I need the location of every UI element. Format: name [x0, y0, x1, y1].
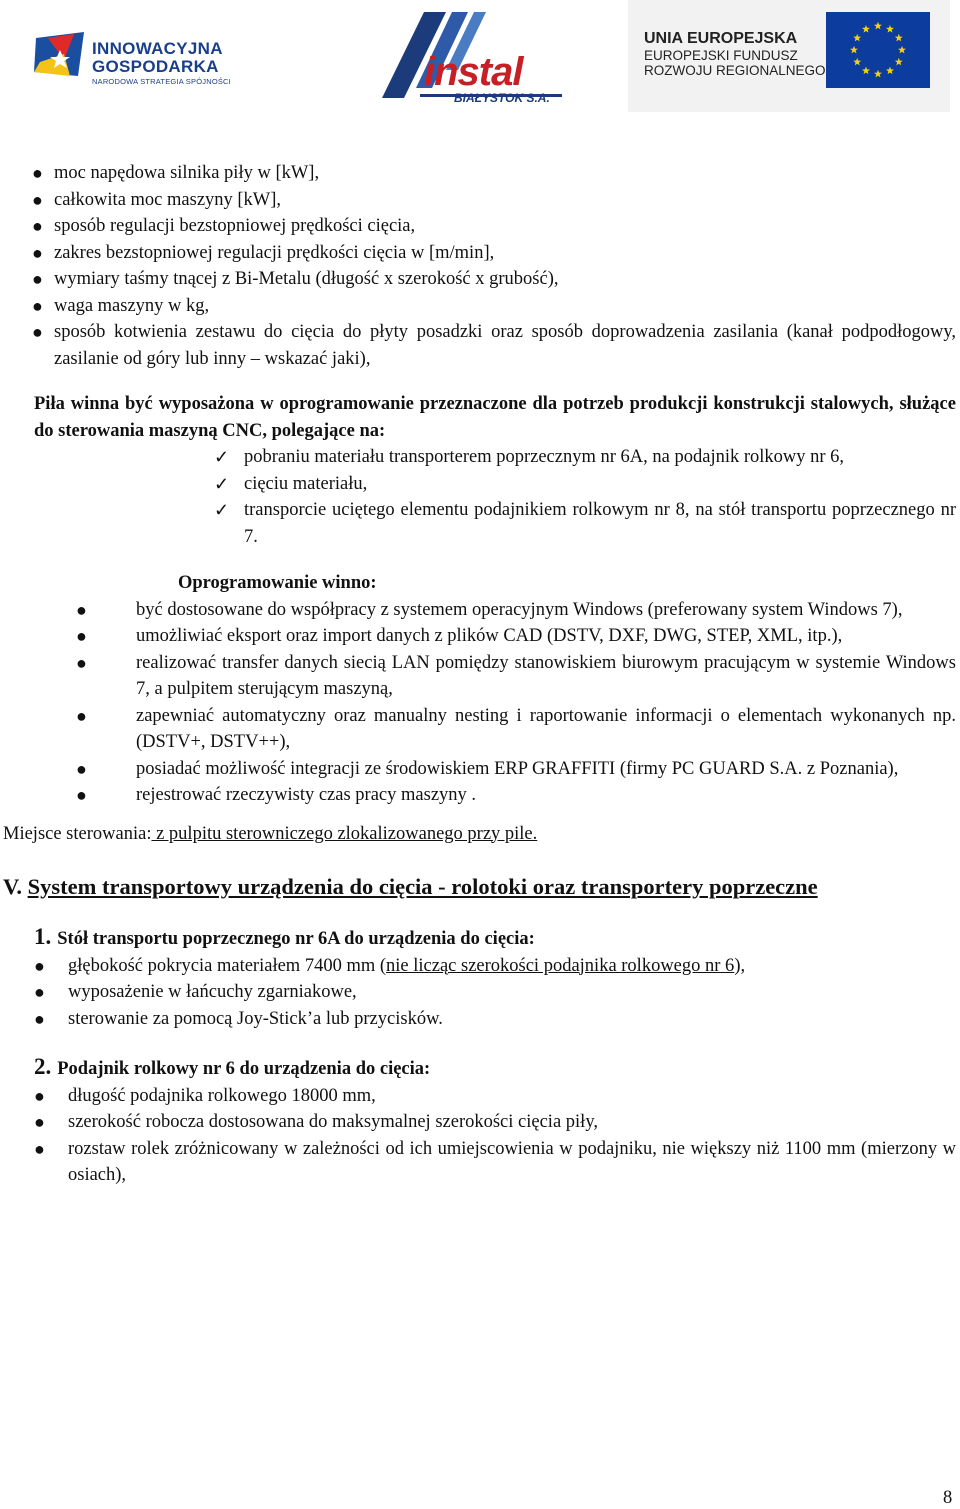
eu-flag-icon — [826, 12, 930, 88]
software-requirement-paragraph: Piła winna być wyposażona w oprogramowanie przeznaczone dla potrzeb produkcji konstrukcji stalowych, służące do sterowania maszyną CNC, polegające na: — [34, 394, 956, 441]
ig-logo-line2: GOSPODARKA — [92, 57, 219, 76]
bullet-icon: ● — [76, 652, 87, 673]
list-item: ● zakres bezstopniowej regulacji prędkości cięcia w [m/min], — [0, 240, 960, 267]
list-item: ● rozstaw rolek zróżnicowany w zależności od ich umiejscowienia w podajniku, nie większy niż 1100 mm (mierzony w osiach), — [0, 1136, 960, 1189]
list-item: ● sterowanie za pomocą Joy-Stick’a lub przycisków. — [0, 1006, 960, 1033]
control-location-value: z pulpitu sterowniczego zlokalizowanego przy pile. — [151, 823, 538, 844]
section-number: V. — [3, 874, 22, 899]
bullet-icon: ● — [34, 955, 45, 976]
control-location-label: Miejsce sterowania: — [3, 823, 152, 844]
control-location — [0, 821, 960, 848]
bullet-icon: ● — [76, 599, 87, 620]
bullet-icon: ● — [34, 1008, 45, 1029]
subsection-1-heading — [0, 924, 960, 953]
instal-logo — [376, 8, 566, 106]
bullet-icon: ● — [76, 758, 87, 779]
list-item: ● być dostosowane do współpracy z systemem operacyjnym Windows (preferowany system Windows 7), — [0, 597, 960, 624]
list-item: ● długość podajnika rolkowego 18000 mm, — [0, 1083, 960, 1110]
list-item: ● całkowita moc maszyny [kW], — [0, 187, 960, 214]
bullet-icon: ● — [32, 216, 43, 236]
innowacyjna-gospodarka-logo — [34, 26, 249, 90]
ig-flag-icon — [34, 32, 88, 80]
bullet-icon: ● — [34, 1112, 45, 1132]
list-item: ● rejestrować rzeczywisty czas pracy maszyny . — [0, 782, 960, 809]
bullet-icon: ● — [34, 1085, 45, 1106]
list-item: ● sposób regulacji bezstopniowej prędkości cięcia, — [0, 213, 960, 240]
section-v-heading — [0, 871, 960, 902]
list-item: ● wymiary taśmy tnącej z Bi-Metalu (długość x szerokość x grubość), — [0, 266, 960, 293]
subsection-title: Podajnik rolkowy nr 6 do urządzenia do cięcia: — [57, 1059, 431, 1079]
page-number: 8 — [943, 1488, 953, 1508]
software-functions-checklist — [0, 444, 960, 550]
checkmark-icon: ✓ — [214, 500, 230, 520]
bullet-icon: ● — [76, 705, 87, 726]
section-title: System transportowy urządzenia do cięcia - rolotoki oraz transportery poprzeczne — [27, 874, 818, 899]
software-capabilities-list — [0, 597, 960, 809]
document-body — [0, 160, 960, 1189]
eu-logo-line3: ROZWOJU REGIONALNEGO — [644, 63, 826, 79]
subsection-number: 2. — [34, 1054, 52, 1079]
bullet-icon: ● — [32, 295, 43, 316]
list-item: ✓ pobraniu materiału transporterem poprzecznym nr 6A, na podajnik rolkowy nr 6, — [0, 444, 960, 471]
checkmark-icon: ✓ — [214, 473, 230, 494]
subsection-2-list — [0, 1083, 960, 1189]
list-item: ✓ cięciu materiału, — [0, 471, 960, 498]
software-heading: Oprogramowanie winno: — [178, 573, 377, 593]
bullet-icon: ● — [34, 982, 45, 1002]
list-item: ● sposób kotwienia zestawu do cięcia do płyty posadzki oraz sposób doprowadzenia zasilania (kanał podpodłogowy, zasilanie od góry lub inny – wskazać jaki), — [0, 319, 960, 372]
list-item: ● umożliwiać eksport oraz import danych z plików CAD (DSTV, DXF, DWG, STEP, XML, itp.), — [0, 623, 960, 650]
checkmark-icon: ✓ — [214, 447, 230, 467]
subsection-2-heading — [0, 1054, 960, 1083]
bullet-icon: ● — [76, 785, 87, 805]
subsection-title: Stół transportu poprzecznego nr 6A do urządzenia do cięcia: — [57, 929, 535, 949]
list-item: ● moc napędowa silnika piły w [kW], — [0, 160, 960, 187]
eu-logo-line1: UNIA EUROPEJSKA — [644, 30, 798, 47]
page-header — [0, 0, 960, 112]
list-item: ✓ transporcie uciętego elementu podajnikiem rolkowym nr 8, na stół transportu poprzecznego nr 7. — [0, 497, 960, 550]
machine-parameters-list — [0, 160, 960, 372]
list-item: ● zapewniać automatyczny oraz manualny nesting i raportowanie informacji o elementach wykonanych np.(DSTV+, DSTV++), — [0, 703, 960, 756]
bullet-icon: ● — [76, 626, 87, 646]
ig-logo-line1: INNOWACYJNA — [92, 39, 223, 58]
bullet-icon: ● — [32, 322, 43, 342]
bullet-icon: ● — [32, 163, 43, 183]
eu-logo — [628, 0, 950, 112]
list-item: ● głębokość pokrycia materiałem 7400 mm (nie licząc szerokości podajnika rolkowego nr 6), — [0, 953, 960, 980]
bullet-icon: ● — [32, 242, 43, 263]
list-item: ● posiadać możliwość integracji ze środowiskiem ERP GRAFFITI (firmy PC GUARD S.A. z Poznania), — [0, 756, 960, 783]
bullet-icon: ● — [34, 1138, 45, 1159]
instal-logo-word: instal — [424, 50, 523, 94]
eu-logo-line2: EUROPEJSKI FUNDUSZ — [644, 47, 798, 63]
list-item: ● realizować transfer danych siecią LAN pomiędzy stanowiskiem biurowym pracującym w systemie Windows 7, a pulpitem sterującym maszyną, — [0, 650, 960, 703]
list-item: ● wyposażenie w łańcuchy zgarniakowe, — [0, 979, 960, 1006]
subsection-1-list — [0, 953, 960, 1033]
list-item: ● szerokość robocza dostosowana do maksymalnej szerokości cięcia piły, — [0, 1109, 960, 1136]
bullet-icon: ● — [32, 269, 43, 289]
bullet-icon: ● — [32, 189, 43, 210]
instal-logo-subtitle: BIAŁYSTOK S.A. — [454, 91, 550, 105]
subsection-number: 1. — [34, 924, 52, 949]
list-item: ● waga maszyny w kg, — [0, 293, 960, 320]
ig-logo-line3: NARODOWA STRATEGIA SPÓJNOŚCI — [92, 77, 231, 86]
